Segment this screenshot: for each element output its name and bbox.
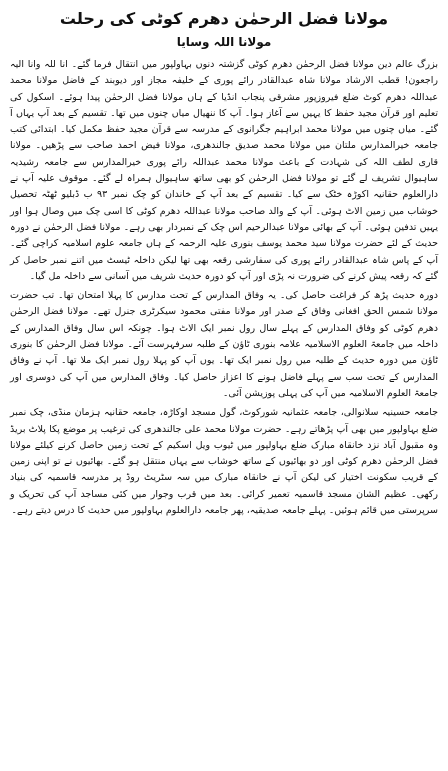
article-body	[10, 57, 438, 519]
article-paragraph: جامعہ حسینیہ سلانوالی، جامعہ عثمانیہ شورکوٹ، گول مسجد اوکاڑہ، جامعہ حقانیہ ہزمان منڈی، چک نمبر ضلع بہاولپور میں بھی آپ پڑھاتے رہے۔ حضرت مولانا محمد علی جالندھری کی ترغیب پر موضع پکا پلاٹ بریڈ وہ مقبول آباد نزد خانقاہ مبارک ضلع بہاولپور میں ٹیوب ویل اسکیم کے تحت زمین حاصل کرنے کیلئے مولانا فضل الرحمٰن دھرم کوٹی اور دو بھائیوں کے ساتھ خوشاب سے یہاں منتقل ہو گئے۔ بھائیوں نے تو اپنی زمین کے قریب سکونت اختیار کی لیکن آپ نے خانقاہ مبارک میں سہ سٹریٹ روڈ پر مدرسہ قاسمیہ کی بنیاد رکھی۔ عظیم الشان مسجد قاسمیہ تعمیر کرائی۔ بعد میں قرب وجوار میں کئی مساجد آپ کی تحریک و سرپرستی میں قائم ہوئیں۔ پہلے جامعہ صدیقیہ، پھر جامعہ دارالعلوم بہاولپور میں حدیث کا درس دیتے رہے۔	[10, 407, 438, 517]
article-byline: مولانا اللہ وسایا	[176, 35, 272, 49]
article-headline: مولانا فضل الرحمٰن دھرم کوٹی کی رحلت	[59, 9, 389, 28]
article-paragraph: بزرگ عالم دین مولانا فضل الرحمٰن دھرم کوٹی گزشتہ دنوں بہاولپور میں انتقال فرما گئے۔ انا للہ وانا الیہ راجعون! قطب الارشاد مولانا شاہ عبدالقادر رائے پوری کے خلیفہ مجاز اور دیوبند کے فاضل مولانا محمد عبداللہ دھرم کوٹ ضلع فیروزپور مشرقی پنجاب انڈیا کے ہاں مولانا فضل الرحمٰن پیدا ہوئے۔ اسکول کی تعلیم اور قرآن مجید حفظ کا یہیں سے آغاز ہوا۔ آپ کا ننھیال میاں چنوں میں تھا۔ تقسیم کے بعد آپ یہاں آ گئے۔ میاں چنوں میں مولانا محمد ابراہیم جگرانوی کے مدرسہ سے قرآن مجید حفظ مکمل کیا۔ ابتدائی کتب جامعہ خیرالمدارس ملتان میں مولانا محمد صدیق جالندھری، مولانا فیض احمد صاحب سے پڑھیں۔ مولانا قاری لطف اللہ کی شہادت کے باعث مولانا محمد عبداللہ رائے پوری خیرالمدارس سے جامعہ رشیدیہ ساہیوال تشریف لے گئے تو مولانا فضل الرحمٰن کو بھی ساتھ ساہیوال ہمراہ لے گئے۔ موقوف علیہ آپ نے دارالعلوم حقانیہ اکوڑہ خٹک سے کیا۔ تقسیم کے بعد آپ کے خاندان کو چک نمبر ۹۳ ب ڈبلیو ٹھٹہ تحصیل خوشاب میں زمین الاٹ ہوئی۔ آپ کے والد صاحب مولانا عبداللہ دھرم کوٹی کا اسی چک میں وصال ہوا اور یہیں تدفین ہوئی۔ آپ کے بھائی مولانا عبدالرحیم اس چک کے نمبردار بھی رہے۔ مولانا فضل الرحمٰن نے دورہ حدیث کے لئے حضرت مولانا سید محمد یوسف بنوری علیہ الرحمہ کے ہاں جامعہ علوم اسلامیہ کراچی گئے۔ آپ کے پاس شاہ عبدالقادر رائے پوری کی سفارشی رقعہ بھی تھا لیکن داخلہ ٹیسٹ میں اتنے نمبر حاصل کر گئے کہ رقعہ پیش کرنے کی ضرورت نہ پڑی اور آپ کو دورہ حدیث شریف میں آسانی سے داخلہ مل گیا۔	[10, 59, 438, 282]
article-paragraph: دورہ حدیث پڑھ کر فراغت حاصل کی۔ یہ وفاق المدارس کے تحت مدارس کا پہلا امتحان تھا۔ تب حضرت مولانا شمس الحق افغانی وفاق کے صدر اور مولانا مفتی محمود سیکرٹری جنرل تھے۔ مولانا فضل الرحمٰن دھرم کوٹی کو وفاق المدارس کے پہلے سال رول نمبر ایک الاٹ ہوا۔ چونکہ اس سال وفاق المدارس کے داخلہ میں جامعۃ العلوم الاسلامیہ علامہ بنوری ٹاؤن کے طلبہ سرفہرست آئے۔ مولانا فضل الرحمٰن کا بنوری ٹاؤن میں دورہ حدیث کے طلبہ میں رول نمبر ایک تھا۔ یوں آپ کو پہلا رول نمبر ایک ملا تھا۔ آپ نے وفاق المدارس کے تحت سب سے پہلے فاضل ہونے کا اعزاز حاصل کیا۔ وفاق المدارس میں آپ کی دوسری اور جامعۃ العلوم الاسلامیہ میں آپ کی پہلی پوزیشن آئی۔	[10, 290, 438, 399]
